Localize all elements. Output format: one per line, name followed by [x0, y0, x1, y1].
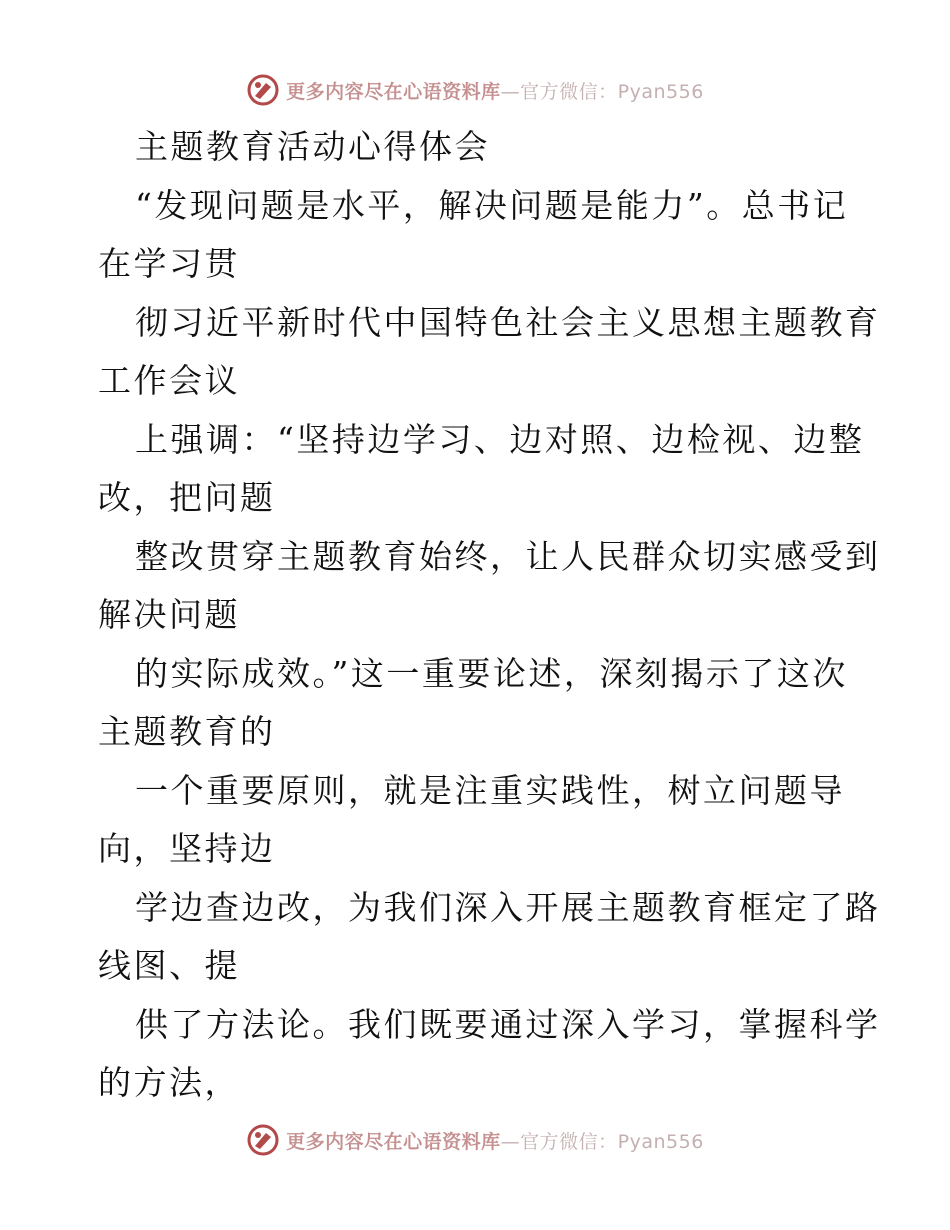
paragraph-line: 改，把问题	[98, 478, 276, 517]
paragraph-line: 在学习贯	[98, 244, 240, 283]
paragraph-line: 学边查边改，为我们深入开展主题教育框定了路	[135, 887, 881, 927]
document-body	[98, 118, 881, 1113]
paragraph-line: 工作会议	[98, 361, 240, 400]
paragraph-line: 解决问题	[98, 595, 240, 634]
paragraph-line: 主题教育的	[98, 712, 276, 751]
header-site-name: 更多内容尽在心语资料库	[286, 80, 501, 103]
paragraph-line: 向，坚持边	[98, 829, 276, 868]
paragraph-line: 整改贯穿主题教育始终，让人民群众切实感受到	[135, 536, 881, 576]
paragraph-line: 上强调：“坚持边学习、边对照、边检视、边整	[135, 419, 865, 459]
paragraph-line: “发现问题是水平，解决问题是能力”。总书记	[135, 185, 849, 225]
footer-contact: 官方微信：Pyan556	[520, 1130, 704, 1153]
paragraph-line: 的实际成效。”这一重要论述，深刻揭示了这次	[135, 653, 848, 693]
header-banner	[0, 70, 950, 110]
paragraph-line: 的方法，	[98, 1063, 240, 1102]
seal-logo-icon	[246, 1123, 280, 1157]
paragraph-line: 供了方法论。我们既要通过深入学习，掌握科学	[135, 1004, 881, 1044]
paragraph-line: 彻习近平新时代中国特色社会主义思想主题教育	[135, 302, 881, 342]
footer-separator: —	[500, 1130, 521, 1153]
footer-banner-text	[286, 1127, 704, 1154]
header-contact: 官方微信：Pyan556	[520, 80, 704, 103]
header-banner-text	[286, 77, 704, 104]
paragraph-line: 一个重要原则，就是注重实践性，树立问题导	[135, 770, 845, 810]
seal-logo-icon	[246, 73, 280, 107]
footer-banner	[0, 1120, 950, 1160]
header-separator: —	[500, 80, 521, 103]
paragraph-line: 线图、提	[98, 946, 240, 985]
document-title: 主题教育活动心得体会	[135, 127, 490, 166]
footer-site-name: 更多内容尽在心语资料库	[286, 1130, 501, 1153]
